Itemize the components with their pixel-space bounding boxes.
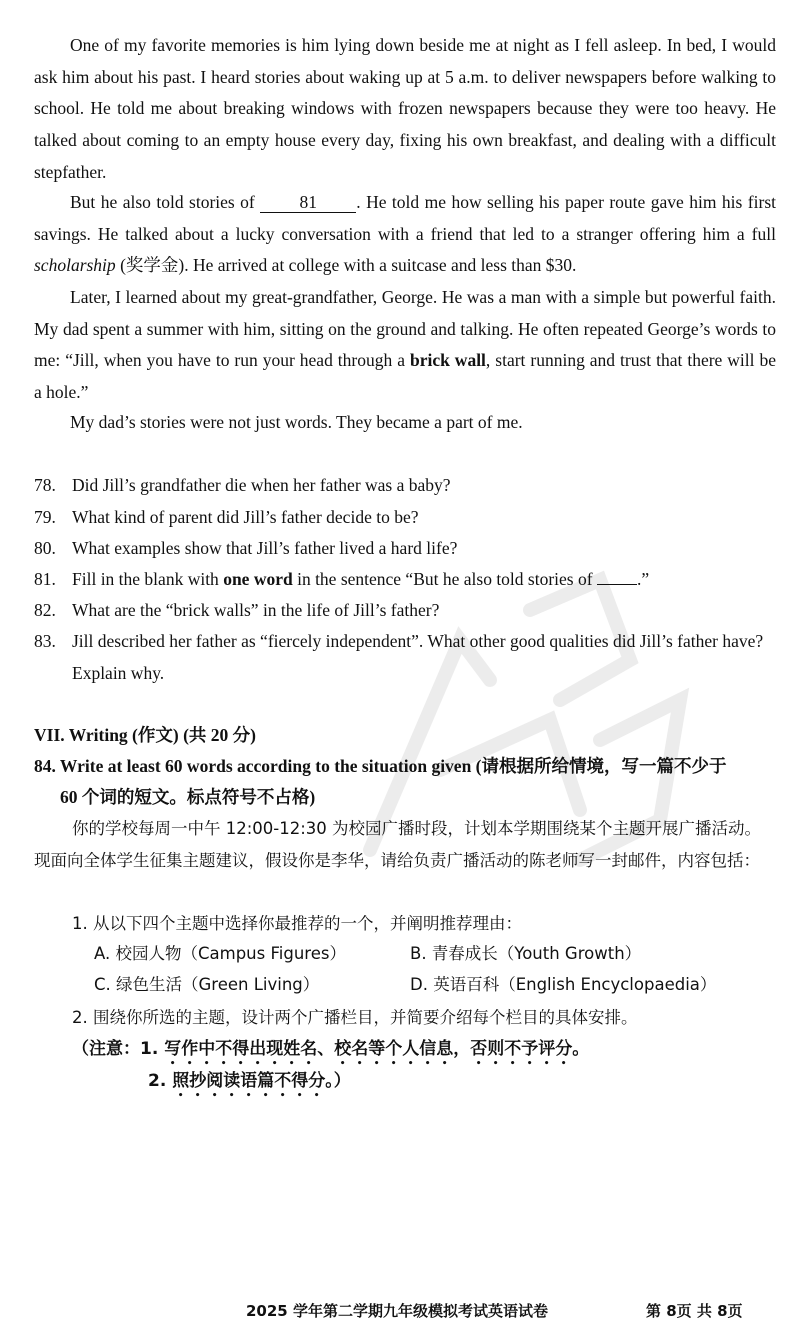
option-c: C. 绿色生活（Green Living）	[94, 975, 320, 994]
question-83: 83. Jill described her father as “fiercely independent”. What other good qualities did Jill’s father have? Explain why.	[34, 631, 764, 683]
question-81: 81. Fill in the blank with one word in the sentence “But he also told stories of .”	[34, 569, 650, 589]
footer-exam-title: 2025 学年第二学期九年级模拟考试英语试卷	[246, 1302, 548, 1320]
passage-paragraph-4: My dad’s stories were not just words. They became a part of me.	[70, 412, 523, 432]
passage-paragraph-1: One of my favorite memories is him lying down beside me at night as I fell asleep. In bed, I would ask him about his past. I heard stories about waking up at 5 a.m. to deliver newspapers before walking to school. He told me about breaking windows with frozen newspapers because they were too heavy. He talked about coming to an empty house every day, fixing his own breakfast, and dealing with a difficult stepfather.	[34, 35, 776, 182]
option-d: D. 英语百科（English Encyclopaedia）	[410, 975, 717, 994]
question-78: 78. Did Jill’s grandfather die when her father was a baby?	[34, 475, 451, 495]
option-a: A. 校园人物（Campus Figures）	[94, 944, 346, 963]
writing-note-2: 2. 照抄阅读语篇不得分。）	[148, 1071, 351, 1091]
writing-task-84: 84. Write at least 60 words according to the situation given (请根据所给情境，写一篇不少于 60 个词的短文。标点符号不占格)	[34, 756, 727, 807]
question-80: 80. What examples show that Jill’s father lived a hard life?	[34, 538, 458, 558]
passage-paragraph-3: Later, I learned about my great-grandfather, George. He was a man with a simple but powerful faith. My dad spent a summer with him, sitting on the ground and talking. He often repeated George’s words to me: “Jill, when you have to run your head through a brick wall, start running and trust that there will be a hole.”	[34, 287, 777, 403]
section-heading-writing: VII. Writing (作文) (共 20 分)	[34, 725, 256, 745]
writing-item-2: 2. 围绕你所选的主题，设计两个广播栏目，并简要介绍每个栏目的具体安排。	[72, 1008, 638, 1027]
blank-81: 81	[260, 192, 356, 213]
writing-situation: 你的学校每周一中午 12:00-12:30 为校园广播时段，计划本学期围绕某个主题开展广播活动。现面向全体学生征集主题建议，假设你是李华，请给负责广播活动的陈老师写一封邮件，内容包括：	[34, 819, 762, 870]
question-79: 79. What kind of parent did Jill’s father decide to be?	[34, 507, 419, 527]
footer-page-number: 第 8页 共 8页	[646, 1302, 743, 1320]
answer-blank	[597, 584, 637, 585]
writing-item-1: 1. 从以下四个主题中选择你最推荐的一个，并阐明推荐理由：	[72, 914, 522, 933]
option-b: B. 青春成长（Youth Growth）	[410, 944, 642, 963]
question-82: 82. What are the “brick walls” in the life of Jill’s father?	[34, 600, 440, 620]
writing-note-1: （注意：1. 写作中不得出现姓名、校名等个人信息，否则不予评分。	[72, 1039, 590, 1059]
passage-paragraph-2: But he also told stories of 81 . He told me how selling his paper route gave him his first savings. He talked about a lucky conversation with a friend that led to a stranger offering him a full scholarship (奖学金). He arrived at college with a suitcase and less than $30.	[34, 192, 777, 276]
